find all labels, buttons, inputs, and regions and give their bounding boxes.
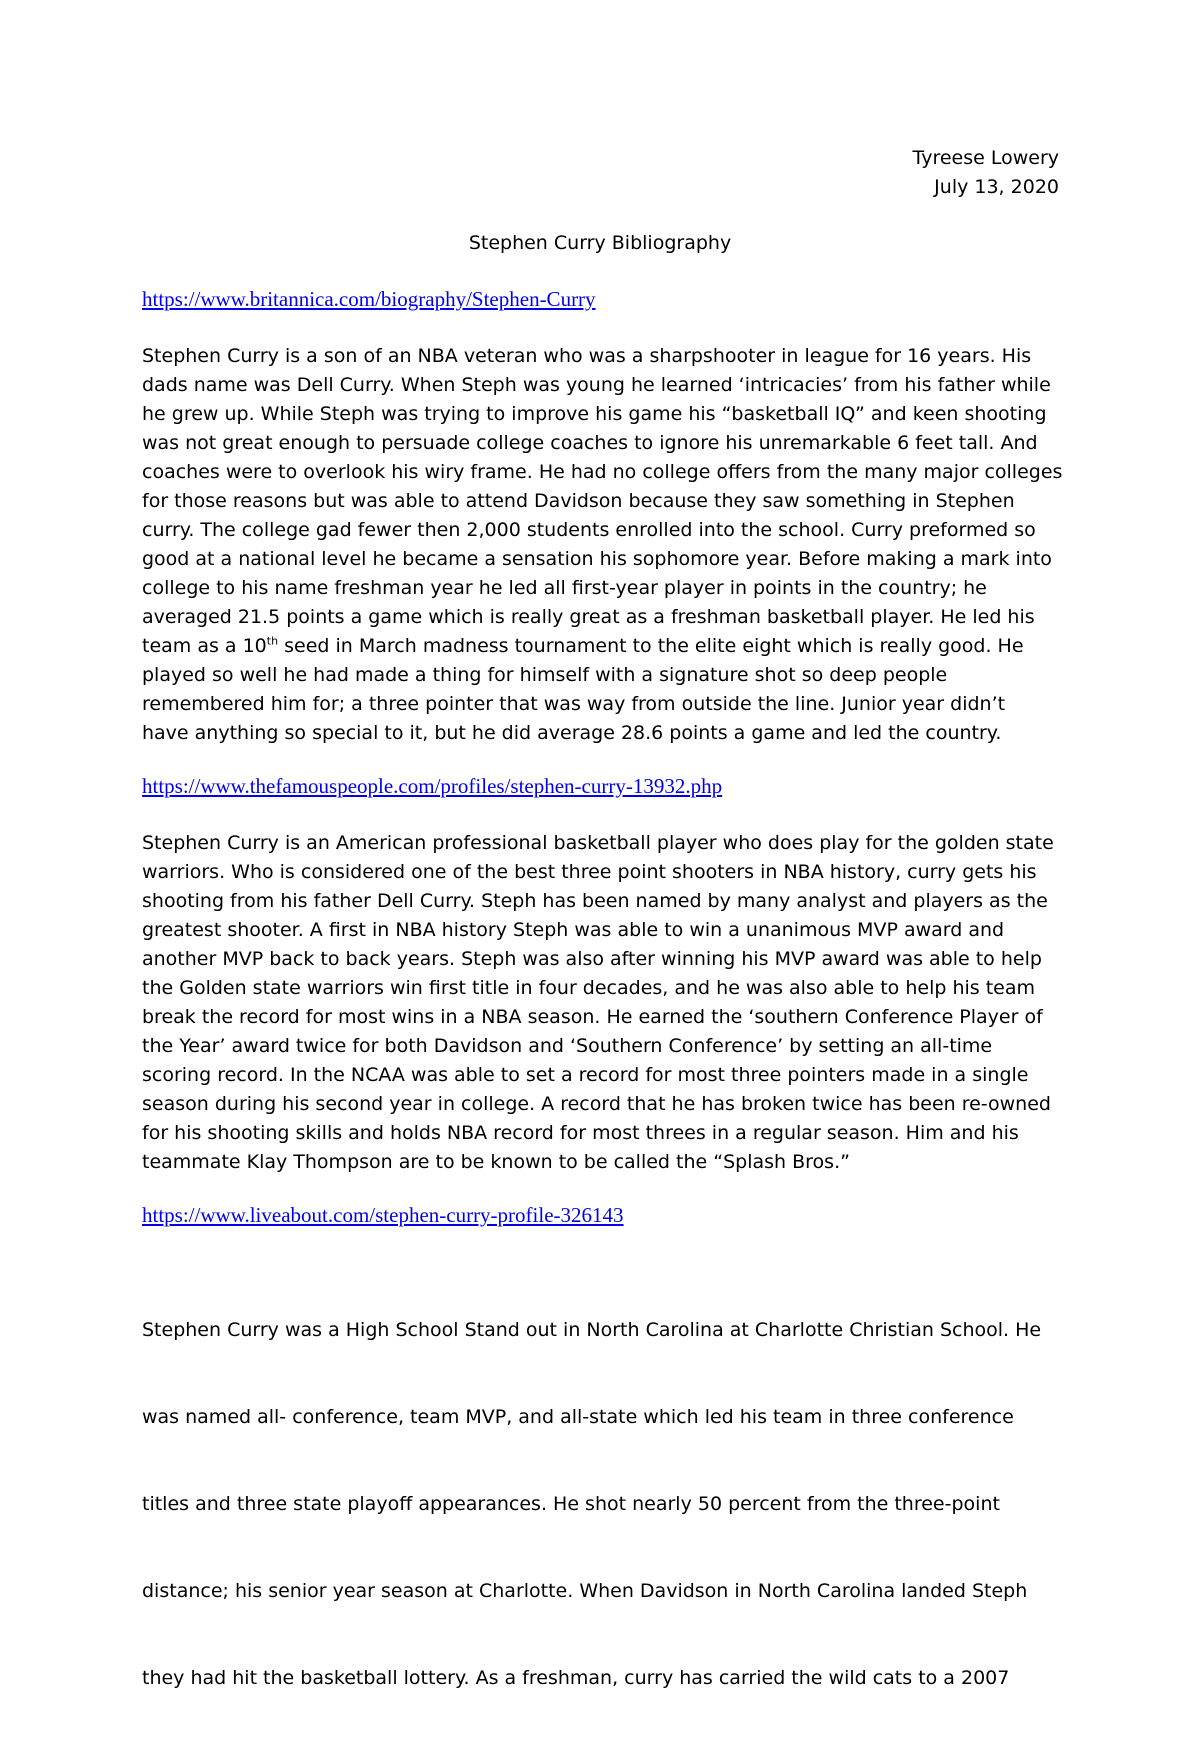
paragraph-line: he grew up. While Steph was trying to improve his game his “basketball IQ” and keen shooting bbox=[142, 403, 1047, 425]
author-name: Tyreese Lowery bbox=[912, 147, 1059, 169]
paragraph-line: break the record for most wins in a NBA season. He earned the ‘southern Conference Player of bbox=[142, 1006, 1043, 1028]
paragraph-line: played so well he had made a thing for himself with a signature shot so deep people bbox=[142, 664, 948, 686]
header-block bbox=[913, 144, 1059, 202]
source-link-britannica[interactable]: https://www.britannica.com/biography/Stephen-Curry bbox=[142, 287, 596, 311]
paragraph-line: remembered him for; a three pointer that was way from outside the line. Junior year didn’t bbox=[142, 693, 1006, 715]
seed-text-after: seed in March madness tournament to the elite eight which is really good. He bbox=[278, 635, 1024, 657]
paragraph-line: shooting from his father Dell Curry. Steph has been named by many analyst and players as the bbox=[142, 890, 1048, 912]
paragraph-line: the Year’ award twice for both Davidson and ‘Southern Conference’ by setting an all-time bbox=[142, 1035, 993, 1057]
source-summary-britannica bbox=[142, 342, 1082, 748]
paragraph-line: college to his name freshman year he led all first-year player in points in the country; he bbox=[142, 577, 987, 599]
paragraph-line: was not great enough to persuade college coaches to ignore his unremarkable 6 feet tall. And bbox=[142, 432, 1038, 454]
document-date: July 13, 2020 bbox=[934, 176, 1059, 198]
ordinal-superscript: th bbox=[266, 634, 279, 648]
paragraph-line: greatest shooter. A first in NBA history Steph was able to win a unanimous MVP award and bbox=[142, 919, 1005, 941]
paragraph-line: averaged 21.5 points a game which is really great as a freshman basketball player. He led his bbox=[142, 606, 1035, 628]
paragraph-line: was named all- conference, team MVP, and all-state which led his team in three conference bbox=[142, 1406, 1014, 1428]
paragraph-line: for those reasons but was able to attend Davidson because they saw something in Stephen bbox=[142, 490, 1015, 512]
paragraph-line-seed bbox=[142, 632, 1082, 661]
source-summary-thefamouspeople bbox=[142, 829, 1082, 1177]
paragraph-line: they had hit the basketball lottery. As a freshman, curry has carried the wild cats to a 2007 bbox=[142, 1667, 1010, 1689]
paragraph-line: good at a national level he became a sensation his sophomore year. Before making a mark into bbox=[142, 548, 1052, 570]
source-link-thefamouspeople[interactable]: https://www.thefamouspeople.com/profiles/stephen-curry-13932.php bbox=[142, 774, 723, 798]
paragraph-line: have anything so special to it, but he did average 28.6 points a game and led the country. bbox=[142, 722, 1002, 744]
paragraph-line: warriors. Who is considered one of the best three point shooters in NBA history, curry gets his bbox=[142, 861, 1037, 883]
paragraph-line: Stephen Curry is a son of an NBA veteran who was a sharpshooter in league for 16 years. His bbox=[142, 345, 1032, 367]
paragraph-line: coaches were to overlook his wiry frame. He had no college offers from the many major colleges bbox=[142, 461, 1063, 483]
paragraph-line: for his shooting skills and holds NBA record for most threes in a regular season. Him and his bbox=[142, 1122, 1019, 1144]
paragraph-line: teammate Klay Thompson are to be known to be called the “Splash Bros.” bbox=[142, 1151, 850, 1173]
paragraph-line: titles and three state playoff appearances. He shot nearly 50 percent from the three-point bbox=[142, 1493, 1000, 1515]
paragraph-line: the Golden state warriors win first title in four decades, and he was also able to help his team bbox=[142, 977, 1036, 999]
document-title: Stephen Curry Bibliography bbox=[468, 232, 732, 254]
paragraph-line: Stephen Curry was a High School Stand out in North Carolina at Charlotte Christian School. He bbox=[142, 1319, 1042, 1341]
paragraph-line: season during his second year in college. A record that he has broken twice has been re-owned bbox=[142, 1093, 1051, 1115]
paragraph-line: Stephen Curry is an American professional basketball player who does play for the golden state bbox=[142, 832, 1054, 854]
paragraph-line: another MVP back to back years. Steph was also after winning his MVP award was able to help bbox=[142, 948, 1042, 970]
paragraph-line: distance; his senior year season at Charlotte. When Davidson in North Carolina landed Steph bbox=[142, 1580, 1028, 1602]
paragraph-line: scoring record. In the NCAA was able to set a record for most three pointers made in a single bbox=[142, 1064, 1029, 1086]
source-summary-liveabout bbox=[142, 1258, 1082, 1751]
source-link-liveabout[interactable]: https://www.liveabout.com/stephen-curry-profile-326143 bbox=[142, 1203, 624, 1227]
paragraph-line: dads name was Dell Curry. When Steph was young he learned ‘intricacies’ from his father while bbox=[142, 374, 1051, 396]
paragraph-line: curry. The college gad fewer then 2,000 students enrolled into the school. Curry preformed so bbox=[142, 519, 1036, 541]
seed-text-before: team as a 10 bbox=[142, 635, 267, 657]
